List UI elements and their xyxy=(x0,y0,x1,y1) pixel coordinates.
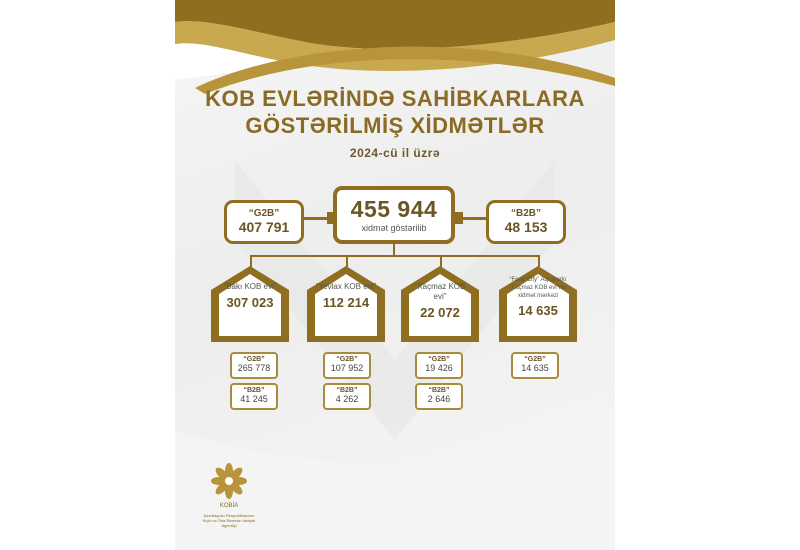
house-value: 14 635 xyxy=(518,303,558,318)
sub-value: 19 426 xyxy=(425,363,453,373)
title-line-2: GÖSTƏRİLMİŞ XİDMƏTLƏR xyxy=(245,113,545,138)
kobia-logo xyxy=(199,462,259,528)
xacmaz-g2b-box xyxy=(415,352,463,379)
g2b-total-value: 407 791 xyxy=(238,219,290,235)
total-services-value: 455 944 xyxy=(350,196,438,222)
house-label: “Food City” Aqroparkı “Xaçmaz KOB evi”nin xidmət mərkəzi xyxy=(509,277,567,299)
sub-label: “G2B” xyxy=(243,356,265,363)
logo-brand: KOBİA xyxy=(219,503,239,509)
sub-label: “B2B” xyxy=(428,387,450,394)
sub-value: 265 778 xyxy=(237,363,271,373)
baki-g2b-box xyxy=(230,352,278,379)
b2b-total-label: “B2B” xyxy=(510,208,541,219)
logo-org: Azərbaycan Respublikasının Kiçik və Orta Biznesin İnkişafı Agentliyi xyxy=(202,513,256,528)
sub-label: “G2B” xyxy=(524,356,546,363)
house-value: 22 072 xyxy=(420,305,460,320)
house-label: “Yevlax KOB evi” xyxy=(315,282,377,291)
g2b-total-box xyxy=(224,200,304,244)
connector-horizontal xyxy=(250,255,540,257)
yevlax-b2b-box xyxy=(323,383,371,410)
sub-label: “B2B” xyxy=(336,387,358,394)
sub-label: “G2B” xyxy=(428,356,450,363)
food-city-g2b-box xyxy=(511,352,559,379)
house-value: 112 214 xyxy=(322,295,370,310)
b2b-total-box xyxy=(486,200,566,244)
house-label: “Bakı KOB evi” xyxy=(223,282,277,291)
house-label: “Xaçmaz KOB evi” xyxy=(414,282,466,301)
sub-value: 4 262 xyxy=(335,394,359,404)
g2b-total-label: “G2B” xyxy=(248,208,280,219)
yevlax-g2b-box xyxy=(323,352,371,379)
sub-value: 2 646 xyxy=(427,394,451,404)
sub-label: “G2B” xyxy=(336,356,358,363)
title-line-1: KOB EVLƏRİNDƏ SAHİBKARLARA xyxy=(205,86,585,111)
house-food-city xyxy=(497,262,579,344)
infographic-canvas xyxy=(175,0,615,550)
total-services-label: xidmət göstərilib xyxy=(361,223,427,233)
house-value: 307 023 xyxy=(226,295,274,310)
b2b-total-value: 48 153 xyxy=(504,219,548,235)
house-yevlax xyxy=(305,262,387,344)
sub-value: 14 635 xyxy=(521,363,549,373)
sub-label: “B2B” xyxy=(243,387,265,394)
xacmaz-b2b-box xyxy=(415,383,463,410)
period-label: 2024-cü il üzrə xyxy=(349,146,441,160)
sub-value: 41 245 xyxy=(240,394,268,404)
kobia-flower-icon xyxy=(209,462,249,500)
house-baki xyxy=(209,262,291,344)
sub-value: 107 952 xyxy=(330,363,364,373)
total-services-box xyxy=(333,186,455,244)
house-xacmaz xyxy=(399,262,481,344)
baki-b2b-box xyxy=(230,383,278,410)
